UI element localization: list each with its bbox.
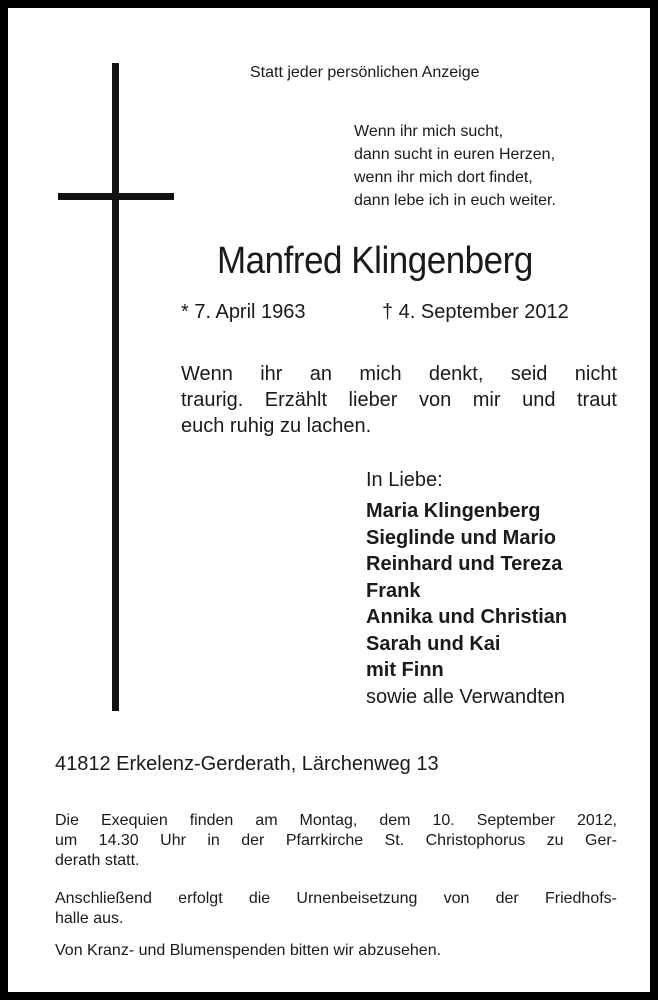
relatives-line: sowie alle Verwandten xyxy=(366,686,566,708)
mourner: Sarah und Kai xyxy=(366,632,501,655)
address: 41812 Erkelenz-Gerderath, Lärchenweg 13 xyxy=(55,753,439,775)
flowers-note: Von Kranz- und Blumenspenden bitten wir abzusehen. xyxy=(55,942,442,959)
burial-line: halle aus. xyxy=(55,910,124,927)
cross-icon xyxy=(112,63,119,711)
poem-line: dann sucht in euren Herzen, xyxy=(354,146,556,163)
poem-line: Wenn ihr mich sucht, xyxy=(354,123,504,140)
quote-line: Wenn ihr an mich denkt, seid nicht xyxy=(181,363,617,385)
obituary-notice xyxy=(8,8,650,992)
mourner: mit Finn xyxy=(366,659,444,681)
mourner: Maria Klingenberg xyxy=(366,500,541,522)
mourner: Reinhard und Tereza xyxy=(366,553,563,575)
in-love-label: In Liebe: xyxy=(366,469,443,491)
poem-line: wenn ihr mich dort findet, xyxy=(354,169,533,186)
quote-line: traurig. Erzählt lieber von mir und traut xyxy=(181,389,617,411)
spacer xyxy=(55,877,617,883)
cross-icon-bar xyxy=(58,193,174,200)
mourner: Annika und Christian xyxy=(366,606,568,628)
service-line: derath statt. xyxy=(55,852,140,869)
service-line: um 14.30 Uhr in der Pfarrkirche St. Christophorus zu Ger- xyxy=(55,832,617,849)
poem-line: dann lebe ich in euch weiter. xyxy=(354,192,556,209)
deceased-name: Manfred Klingenberg xyxy=(217,240,533,282)
funeral-details xyxy=(55,805,617,961)
quote-line: euch ruhig zu lachen. xyxy=(181,415,372,437)
burial-line: Anschließend erfolgt die Urnenbeisetzung von der Friedhofs- xyxy=(55,890,617,907)
notice-header: Statt jeder persönlichen Anzeige xyxy=(250,64,480,81)
quote xyxy=(181,361,617,439)
death-date: † 4. September 2012 xyxy=(382,301,569,323)
service-line: Die Exequien finden am Montag, dem 10. September 2012, xyxy=(55,812,617,829)
birth-date: * 7. April 1963 xyxy=(181,301,306,323)
mourner: Frank xyxy=(366,579,421,602)
mourners-list xyxy=(366,498,567,684)
poem xyxy=(354,120,556,212)
mourner: Sieglinde und Mario xyxy=(366,526,557,549)
